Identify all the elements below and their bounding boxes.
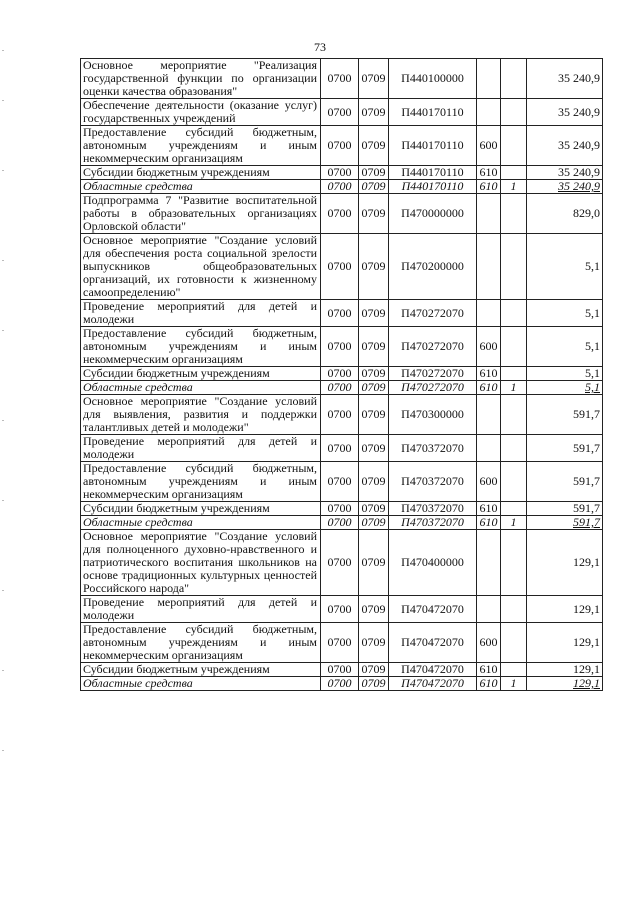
item-name: Областные средства [81, 180, 321, 194]
amount-value: 5,1 [527, 367, 603, 381]
table-row [81, 530, 603, 596]
funding-source-code [501, 234, 527, 300]
amount-value: 129,1 [527, 677, 603, 691]
expense-type-code: 600 [477, 462, 501, 502]
subsection-code: 0709 [359, 435, 389, 462]
funding-source-code [501, 435, 527, 462]
table-row [81, 234, 603, 300]
target-article-code: П470000000 [389, 194, 477, 234]
expense-type-code [477, 395, 501, 435]
target-article-code: П470272070 [389, 381, 477, 395]
funding-source-code [501, 59, 527, 99]
section-code: 0700 [321, 596, 359, 623]
amount-value: 35 240,9 [527, 166, 603, 180]
section-code: 0700 [321, 300, 359, 327]
item-name: Основное мероприятие "Создание условий для полноценного духовно-нравственного и патриотического воспитания школьников на основе традиционных культурных ценностей Российского народа" [81, 530, 321, 596]
table-row [81, 623, 603, 663]
target-article-code: П470300000 [389, 395, 477, 435]
funding-source-code: 1 [501, 180, 527, 194]
expense-type-code [477, 300, 501, 327]
item-name: Обеспечение деятельности (оказание услуг) государственных учреждений [81, 99, 321, 126]
amount-value: 5,1 [527, 300, 603, 327]
funding-source-code [501, 99, 527, 126]
amount-value: 5,1 [527, 327, 603, 367]
section-code: 0700 [321, 623, 359, 663]
section-code: 0700 [321, 502, 359, 516]
section-code: 0700 [321, 99, 359, 126]
table-row [81, 381, 603, 395]
table-row [81, 126, 603, 166]
item-name: Основное мероприятие "Создание условий для обеспечения роста социальной зрелости выпускников общеобразовательных организаций, их готовности к жизненному самоопределению" [81, 234, 321, 300]
item-name: Проведение мероприятий для детей и молодежи [81, 435, 321, 462]
item-name: Предоставление субсидий бюджетным, автономным учреждениям и иным некоммерческим организациям [81, 327, 321, 367]
table-row [81, 300, 603, 327]
amount-value: 591,7 [527, 435, 603, 462]
amount-value: 35 240,9 [527, 59, 603, 99]
expense-type-code [477, 596, 501, 623]
subsection-code: 0709 [359, 623, 389, 663]
target-article-code: П440100000 [389, 59, 477, 99]
subsection-code: 0709 [359, 596, 389, 623]
amount-value: 129,1 [527, 596, 603, 623]
item-name: Предоставление субсидий бюджетным, автономным учреждениям и иным некоммерческим организациям [81, 462, 321, 502]
expense-type-code [477, 234, 501, 300]
subsection-code: 0709 [359, 99, 389, 126]
funding-source-code [501, 395, 527, 435]
funding-source-code [501, 623, 527, 663]
funding-source-code [501, 166, 527, 180]
subsection-code: 0709 [359, 663, 389, 677]
item-name: Проведение мероприятий для детей и молодежи [81, 596, 321, 623]
funding-source-code: 1 [501, 516, 527, 530]
item-name: Основное мероприятие "Реализация государственной функции по организации оценки качества образования" [81, 59, 321, 99]
amount-value: 35 240,9 [527, 126, 603, 166]
expense-type-code: 610 [477, 516, 501, 530]
page-number: 73 [314, 40, 326, 54]
table-row [81, 677, 603, 691]
expense-type-code: 610 [477, 367, 501, 381]
funding-source-code [501, 596, 527, 623]
section-code: 0700 [321, 194, 359, 234]
section-code: 0700 [321, 677, 359, 691]
amount-value: 5,1 [527, 381, 603, 395]
subsection-code: 0709 [359, 59, 389, 99]
subsection-code: 0709 [359, 234, 389, 300]
amount-value: 129,1 [527, 623, 603, 663]
table-row [81, 194, 603, 234]
table-row [81, 99, 603, 126]
target-article-code: П440170110 [389, 99, 477, 126]
target-article-code: П470400000 [389, 530, 477, 596]
target-article-code: П470272070 [389, 367, 477, 381]
table-row [81, 180, 603, 194]
target-article-code: П470372070 [389, 462, 477, 502]
section-code: 0700 [321, 59, 359, 99]
item-name: Подпрограмма 7 "Развитие воспитательной работы в образовательных организациях Орловской области" [81, 194, 321, 234]
subsection-code: 0709 [359, 126, 389, 166]
amount-value: 829,0 [527, 194, 603, 234]
target-article-code: П440170110 [389, 180, 477, 194]
target-article-code: П440170110 [389, 166, 477, 180]
expense-type-code [477, 194, 501, 234]
item-name: Проведение мероприятий для детей и молодежи [81, 300, 321, 327]
subsection-code: 0709 [359, 516, 389, 530]
target-article-code: П470472070 [389, 663, 477, 677]
target-article-code: П470472070 [389, 623, 477, 663]
item-name: Субсидии бюджетным учреждениям [81, 166, 321, 180]
funding-source-code [501, 663, 527, 677]
table-row [81, 502, 603, 516]
budget-table [80, 58, 603, 691]
expense-type-code: 610 [477, 381, 501, 395]
expense-type-code [477, 99, 501, 126]
expense-type-code: 610 [477, 502, 501, 516]
section-code: 0700 [321, 166, 359, 180]
target-article-code: П470472070 [389, 677, 477, 691]
subsection-code: 0709 [359, 194, 389, 234]
funding-source-code [501, 126, 527, 166]
funding-source-code [501, 502, 527, 516]
table-row [81, 166, 603, 180]
section-code: 0700 [321, 530, 359, 596]
item-name: Предоставление субсидий бюджетным, автономным учреждениям и иным некоммерческим организациям [81, 126, 321, 166]
amount-value: 5,1 [527, 234, 603, 300]
section-code: 0700 [321, 462, 359, 502]
item-name: Предоставление субсидий бюджетным, автономным учреждениям и иным некоммерческим организациям [81, 623, 321, 663]
item-name: Основное мероприятие "Создание условий для выявления, развития и поддержки талантливых детей и молодежи" [81, 395, 321, 435]
item-name: Областные средства [81, 516, 321, 530]
target-article-code: П470272070 [389, 300, 477, 327]
funding-source-code [501, 530, 527, 596]
expense-type-code: 610 [477, 166, 501, 180]
table-row [81, 435, 603, 462]
expense-type-code: 610 [477, 180, 501, 194]
target-article-code: П470372070 [389, 435, 477, 462]
expense-type-code [477, 59, 501, 99]
item-name: Субсидии бюджетным учреждениям [81, 367, 321, 381]
expense-type-code: 610 [477, 663, 501, 677]
table-row [81, 327, 603, 367]
table-row [81, 59, 603, 99]
section-code: 0700 [321, 327, 359, 367]
amount-value: 35 240,9 [527, 99, 603, 126]
amount-value: 591,7 [527, 395, 603, 435]
table-row [81, 516, 603, 530]
subsection-code: 0709 [359, 677, 389, 691]
funding-source-code [501, 194, 527, 234]
amount-value: 129,1 [527, 663, 603, 677]
table-row [81, 596, 603, 623]
funding-source-code [501, 327, 527, 367]
scan-edge-marks [2, 30, 5, 830]
amount-value: 35 240,9 [527, 180, 603, 194]
section-code: 0700 [321, 381, 359, 395]
target-article-code: П470372070 [389, 516, 477, 530]
subsection-code: 0709 [359, 502, 389, 516]
table-row [81, 395, 603, 435]
section-code: 0700 [321, 663, 359, 677]
section-code: 0700 [321, 234, 359, 300]
amount-value: 129,1 [527, 530, 603, 596]
subsection-code: 0709 [359, 327, 389, 367]
item-name: Субсидии бюджетным учреждениям [81, 502, 321, 516]
subsection-code: 0709 [359, 462, 389, 502]
table-row [81, 462, 603, 502]
subsection-code: 0709 [359, 180, 389, 194]
table-row [81, 663, 603, 677]
target-article-code: П470200000 [389, 234, 477, 300]
table-row [81, 367, 603, 381]
section-code: 0700 [321, 180, 359, 194]
target-article-code: П470472070 [389, 596, 477, 623]
expense-type-code: 610 [477, 677, 501, 691]
amount-value: 591,7 [527, 516, 603, 530]
item-name: Областные средства [81, 381, 321, 395]
section-code: 0700 [321, 395, 359, 435]
expense-type-code [477, 435, 501, 462]
target-article-code: П470272070 [389, 327, 477, 367]
subsection-code: 0709 [359, 381, 389, 395]
subsection-code: 0709 [359, 395, 389, 435]
funding-source-code [501, 367, 527, 381]
section-code: 0700 [321, 126, 359, 166]
target-article-code: П470372070 [389, 502, 477, 516]
target-article-code: П440170110 [389, 126, 477, 166]
expense-type-code [477, 530, 501, 596]
section-code: 0700 [321, 367, 359, 381]
subsection-code: 0709 [359, 300, 389, 327]
funding-source-code [501, 300, 527, 327]
amount-value: 591,7 [527, 462, 603, 502]
section-code: 0700 [321, 516, 359, 530]
funding-source-code [501, 462, 527, 502]
subsection-code: 0709 [359, 166, 389, 180]
expense-type-code: 600 [477, 327, 501, 367]
funding-source-code: 1 [501, 677, 527, 691]
funding-source-code: 1 [501, 381, 527, 395]
amount-value: 591,7 [527, 502, 603, 516]
section-code: 0700 [321, 435, 359, 462]
subsection-code: 0709 [359, 367, 389, 381]
expense-type-code: 600 [477, 126, 501, 166]
item-name: Областные средства [81, 677, 321, 691]
expense-type-code: 600 [477, 623, 501, 663]
item-name: Субсидии бюджетным учреждениям [81, 663, 321, 677]
subsection-code: 0709 [359, 530, 389, 596]
